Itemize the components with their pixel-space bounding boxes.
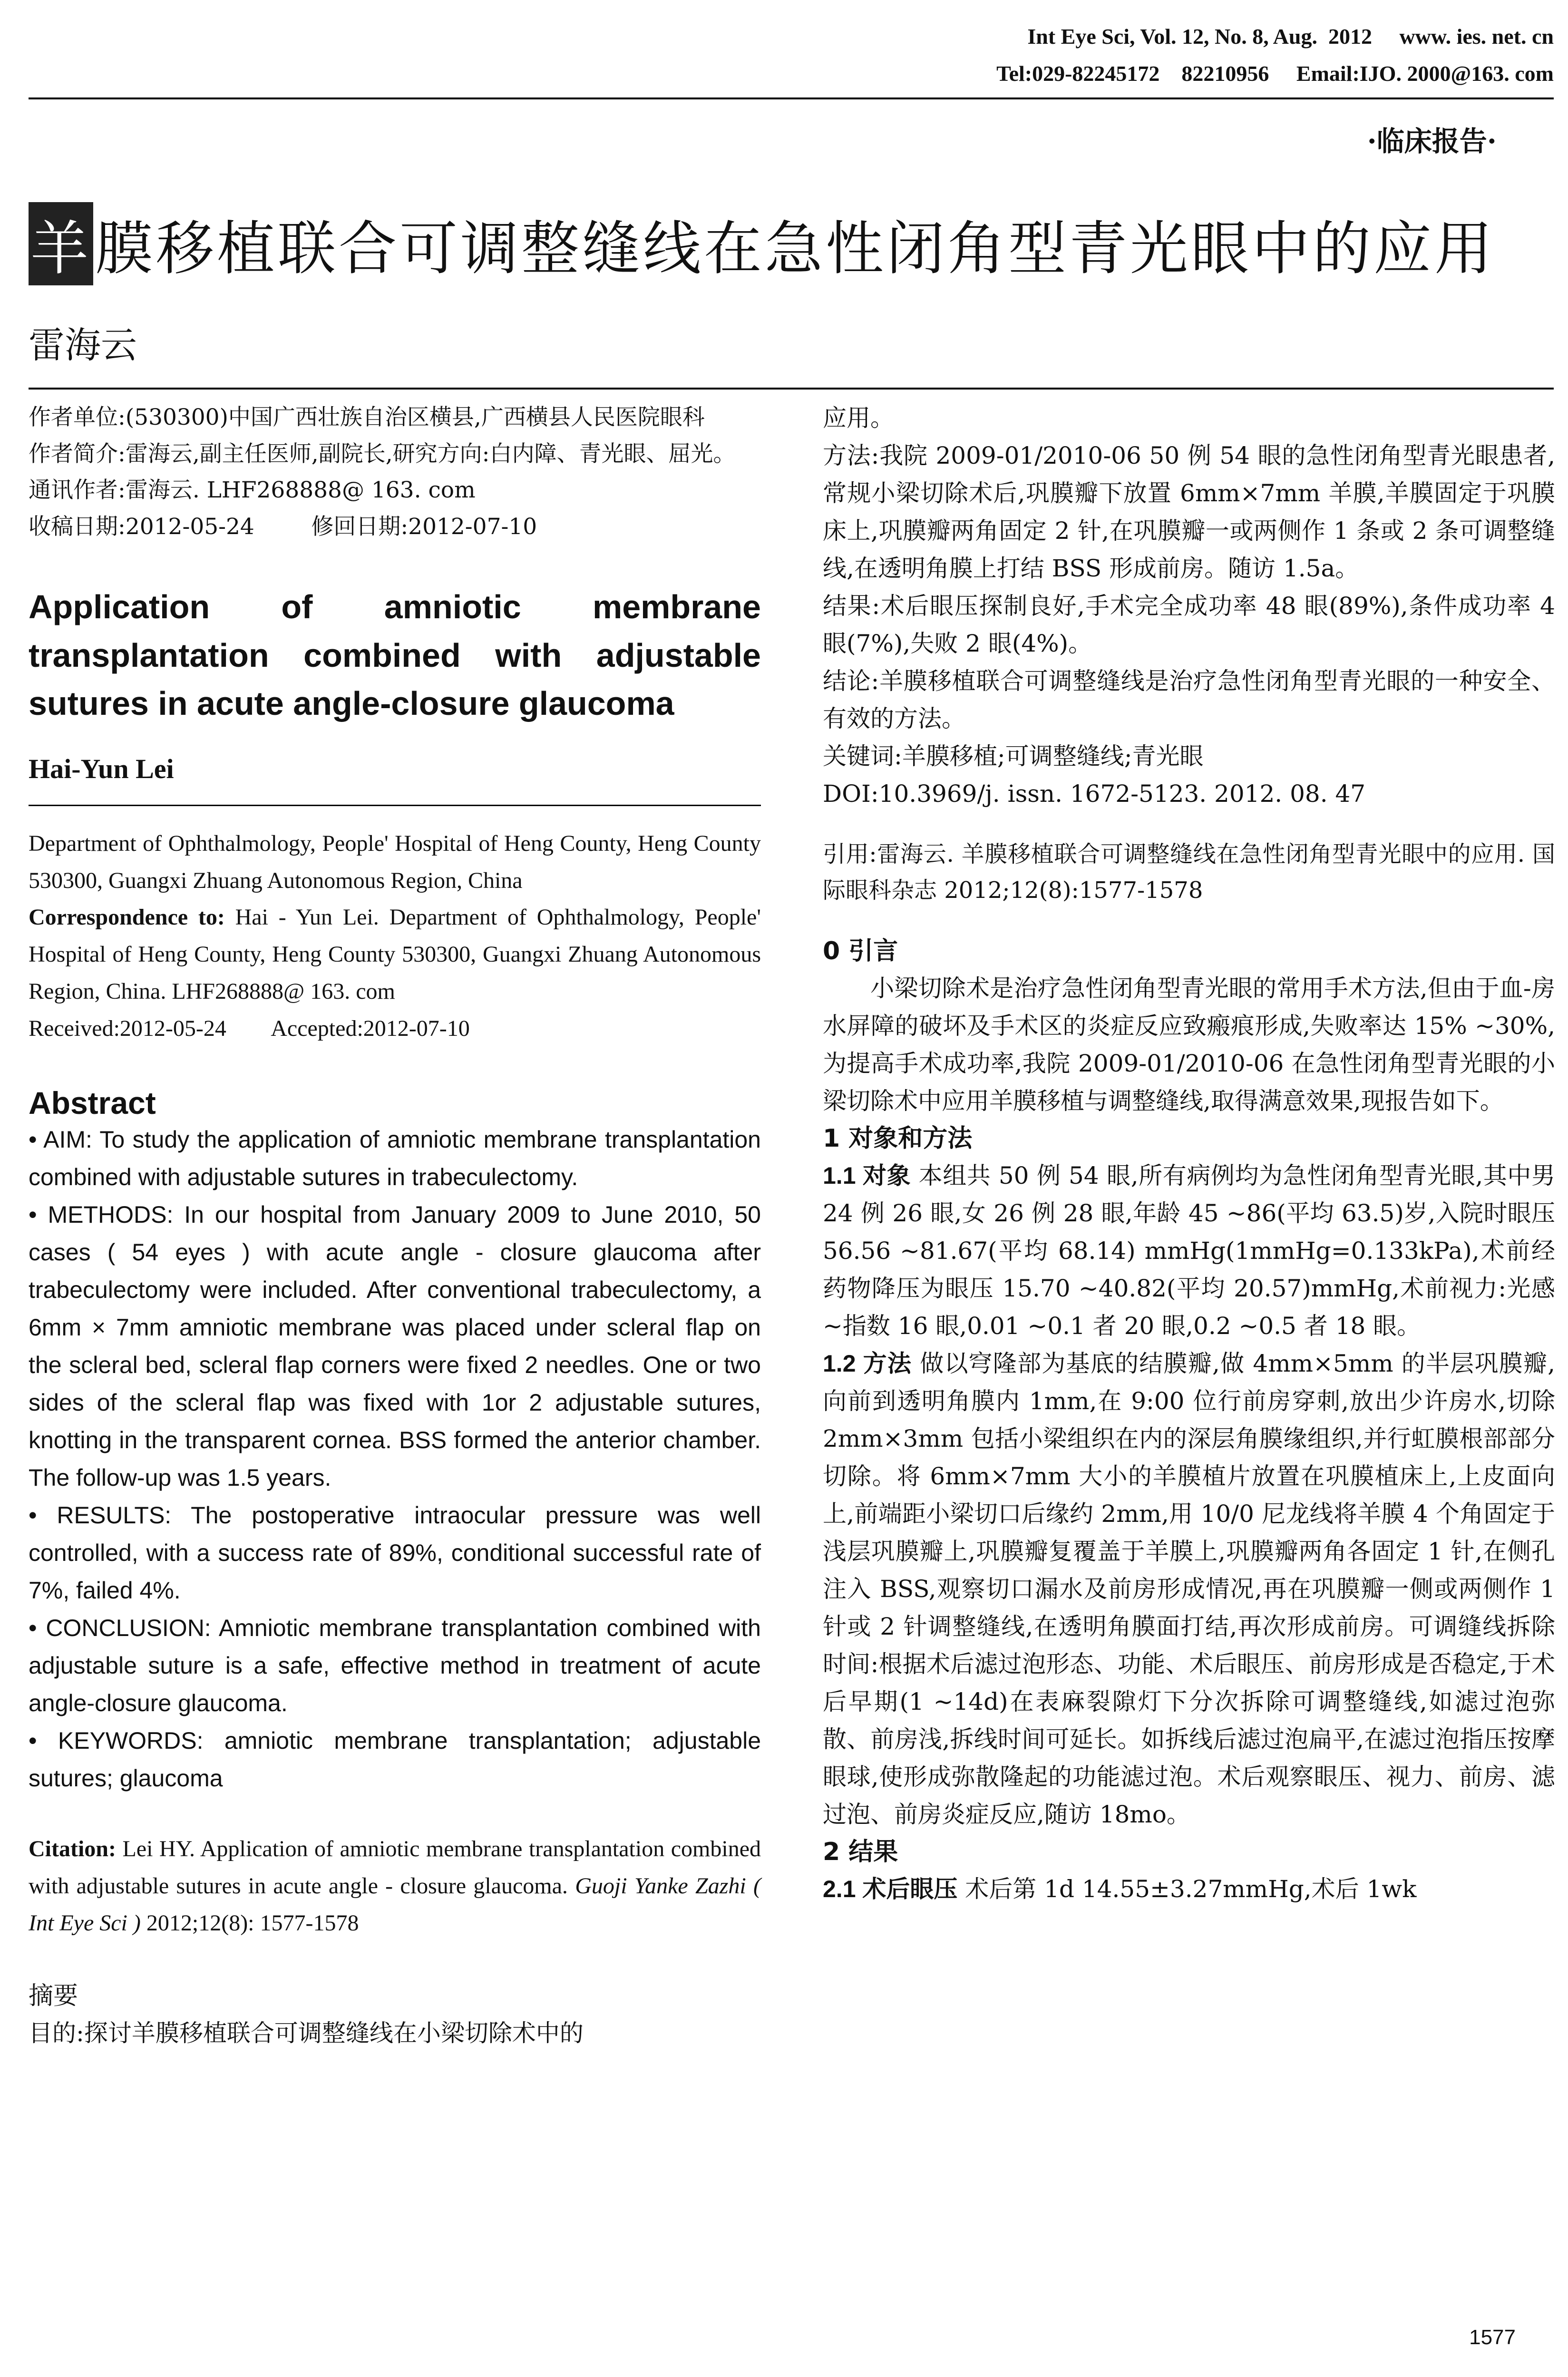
correspondence-text: Hai - Yun Lei. Department of Ophthalmology, People' Hospital of Heng County, Heng County 530300, Guangxi Zhuang Autonomous Region, China. LHF268888@ 163. com (29, 905, 761, 1004)
abstract-results-cn: 结果:术后眼压探制良好,手术完全成功率 48 眼(89%),条件成功率 4 眼(7%),失败 2 眼(4%)。 (823, 592, 1555, 657)
english-correspondence (29, 899, 761, 1010)
title-rule (29, 388, 1554, 390)
corresponding-author: 通讯作者:雷海云. LHF268888@ 163. com (29, 477, 476, 504)
section-1-heading: 1 对象和方法 (823, 1124, 973, 1153)
article-title (29, 202, 1495, 285)
right-column (823, 399, 1555, 1908)
section-1-2 (823, 1345, 1555, 1833)
author-bio: 作者简介:雷海云,副主任医师,副院长,研究方向:白内障、青光眼、屈光。 (29, 440, 736, 467)
journal-header-line2: Tel:029-82245172 82210956 Email:IJO. 2000@163. com (996, 61, 1554, 86)
doi: DOI:10.3969/j. issn. 1672-5123. 2012. 08. 47 (823, 780, 1366, 808)
keywords-cn: 关键词:羊膜移植;可调整缝线;青光眼 (823, 742, 1204, 770)
dates-cn: 收稿日期:2012-05-24 修回日期:2012-07-10 (29, 513, 537, 540)
left-column (29, 399, 761, 2052)
section-2-1-heading: 2.1 术后眼压 (823, 1875, 958, 1902)
author-name-cn: 雷海云 (29, 324, 137, 366)
abstract-methods-cn: 方法:我院 2009-01/2010-06 50 例 54 眼的急性闭角型青光眼患者,常规小梁切除术后,巩膜瓣下放置 6mm×7mm 羊膜,羊膜固定于巩膜床上,巩膜瓣两角固定 2 针,在巩膜瓣一或两侧作 1 条或 2 条可调整缝线,在透明角膜上打结 BSS 形成前房。随访 1.5a。 (823, 442, 1555, 582)
section-1-1 (823, 1157, 1555, 1345)
section-2-heading: 2 结果 (823, 1837, 898, 1866)
citation-label: Citation: (29, 1836, 116, 1862)
abstract-conclusion: • CONCLUSION: Amniotic membrane transplantation combined with adjustable suture is a safe, effective method in treatment of acute angle-closure glaucoma. (29, 1615, 761, 1717)
section-1-2-heading: 1.2 方法 (823, 1350, 912, 1377)
section-2-1-text: 术后第 1d 14.55±3.27mmHg,术后 1wk (957, 1875, 1417, 1903)
english-title: Application of amniotic membrane transplantation combined with adjustable sutures in acute angle-closure glaucoma (29, 588, 761, 722)
introduction-text: 小梁切除术是治疗急性闭角型青光眼的常用手术方法,但由于血-房水屏障的破坏及手术区的炎症反应致瘢痕形成,失败率达 15% ~30%,为提高手术成功率,我院 2009-01/2010-06 在急性闭角型青光眼的小梁切除术中应用羊膜移植与调整缝线,取得满意效果,现报告如下。 (823, 974, 1555, 1115)
header-rule (29, 97, 1554, 99)
citation-tail: 2012;12(8): 1577-1578 (140, 1910, 359, 1936)
section-0-heading: 0 引言 (823, 936, 898, 965)
section-2-1 (823, 1870, 1555, 1908)
citation-journal: Guoji Yanke Zazhi ( Int Eye Sci ) (29, 1873, 761, 1936)
section-1-1-text: 本组共 50 例 54 眼,所有病例均为急性闭角型青光眼,其中男 24 例 26 眼,女 26 例 28 眼,年龄 45 ~86(平均 63.5)岁,入院时眼压 56.56 ~81.67(平均 68.14) mmHg(1mmHg=0.133kPa),术前经药物降压为眼压 15.70 ~40.82(平均 20.57)mmHg,术前视力:光感~指数 16 眼,0.01 ~0.1 者 20 眼,0.2 ~0.5 者 18 眼。 (823, 1161, 1555, 1340)
author-rule (29, 785, 761, 806)
abstract-objective-cn-end: 应用。 (823, 404, 894, 432)
title-rest: 膜移植联合可调整缝线在急性闭角型青光眼中的应用 (95, 215, 1495, 283)
abstract-keywords: • KEYWORDS: amniotic membrane transplantation; adjustable sutures; glaucoma (29, 1727, 761, 1792)
page-number: 1577 (1469, 2326, 1516, 2349)
abstract-objective-cn: 目的:探讨羊膜移植联合可调整缝线在小梁切除术中的 (29, 2019, 584, 2047)
abstract-results: • RESULTS: The postoperative intraocular pressure was well controlled, with a success rate of 89%, conditional successful rate of 7%, failed 4%. (29, 1502, 761, 1604)
abstract-aim: • AIM: To study the application of amniotic membrane transplantation combined with adjustable sutures in trabeculectomy. (29, 1126, 761, 1191)
abstract-conclusion-cn: 结论:羊膜移植联合可调整缝线是治疗急性闭角型青光眼的一种安全、有效的方法。 (823, 667, 1555, 732)
correspondence-label: Correspondence to: (29, 905, 225, 930)
english-dates: Received:2012-05-24 Accepted:2012-07-10 (29, 1015, 470, 1041)
section-1-1-heading: 1.1 对象 (823, 1162, 911, 1189)
english-department: Department of Ophthalmology, People' Hospital of Heng County, Heng County 530300, Guangxi Zhuang Autonomous Region, China (29, 830, 761, 893)
section-label: ·临床报告· (1367, 125, 1497, 157)
english-citation (29, 1831, 761, 1941)
journal-header-line1: Int Eye Sci, Vol. 12, No. 8, Aug. 2012 www. ies. net. cn (1027, 24, 1554, 49)
title-first-char: 羊 (29, 202, 93, 285)
abstract-methods: • METHODS: In our hospital from January 2009 to June 2010, 50 cases ( 54 eyes ) with acute angle - closure glaucoma after trabeculectomy were included. After conventional trabeculectomy, a 6mm × 7mm amniotic membrane was placed under scleral flap on the scleral bed, scleral flap corners were fixed 2 needles. One or two sides of the scleral flap was fixed with 1or 2 adjustable sutures, knotting in the transparent cornea. BSS formed the anterior chamber. The follow-up was 1.5 years. (29, 1201, 761, 1491)
abstract-heading: Abstract (29, 1085, 156, 1121)
chinese-abstract-heading: 摘要 (29, 1981, 78, 2010)
author-affiliation: 作者单位:(530300)中国广西壮族自治区横县,广西横县人民医院眼科 (29, 404, 705, 430)
citation-cn: 引用:雷海云. 羊膜移植联合可调整缝线在急性闭角型青光眼中的应用. 国际眼科杂志 2012;12(8):1577-1578 (823, 841, 1555, 904)
english-author: Hai-Yun Lei (29, 753, 174, 784)
section-1-2-text: 做以穹隆部为基底的结膜瓣,做 4mm×5mm 的半层巩膜瓣,向前到透明角膜内 1mm,在 9:00 位行前房穿刺,放出少许房水,切除 2mm×3mm 包括小梁组织在内的深层角膜缘组织,并行虹膜根部部分切除。将 6mm×7mm 大小的羊膜植片放置在巩膜植床上,上皮面向上,前端距小梁切口后缘约 2mm,用 10/0 尼龙线将羊膜 4 个角固定于浅层巩膜瓣上,巩膜瓣复覆盖于羊膜上,巩膜瓣两角各固定 1 针,在侧孔注入 BSS,观察切口漏水及前房形成情况,再在巩膜瓣一侧或两侧作 1 针或 2 针调整缝线,在透明角膜面打结,再次形成前房。可调缝线拆除时间:根据术后滤过泡形态、功能、术后眼压、前房形成是否稳定,于术后早期(1 ~14d)在表麻裂隙灯下分次拆除可调整缝线,如滤过泡弥散、前房浅,拆线时间可延长。如拆线后滤过泡扁平,在滤过泡指压按摩眼球,使形成弥散隆起的功能滤过泡。术后观察眼压、视力、前房、滤过泡、前房炎症反应,随访 18mo。 (823, 1349, 1555, 1828)
citation-text: Lei HY. Application of amniotic membrane transplantation combined with adjustable sutures in acute angle - closure glaucoma. (29, 1836, 761, 1899)
